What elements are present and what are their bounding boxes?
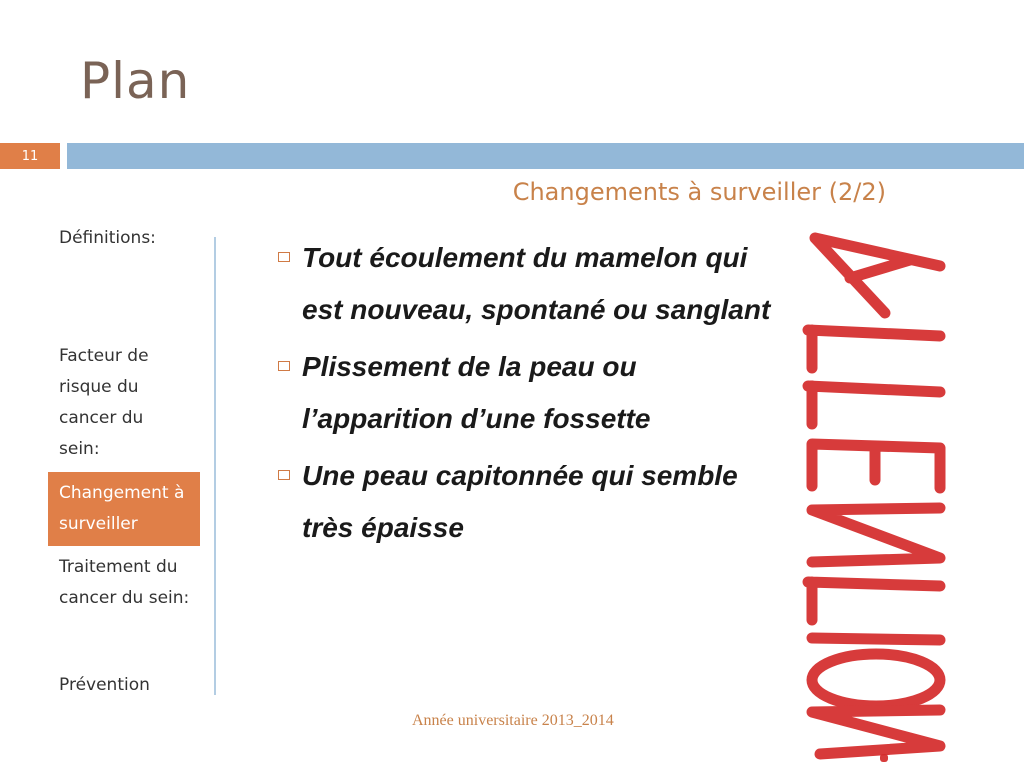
square-bullet-icon: [278, 252, 290, 262]
sidebar-item-risk-factors[interactable]: [48, 341, 188, 465]
slide-title: Plan: [80, 52, 191, 110]
sidebar-item-label: Traitement du cancer du sein:: [59, 557, 190, 608]
square-bullet-icon: [278, 470, 290, 480]
square-bullet-icon: [278, 361, 290, 371]
sidebar-item-label: Changement à surveiller: [59, 483, 185, 534]
sidebar-item-label: Facteur de risque du cancer du sein:: [59, 346, 149, 459]
title-bar: [67, 143, 1024, 169]
sidebar-item-treatment[interactable]: [48, 552, 200, 614]
footer-text: Année universitaire 2013_2014: [412, 712, 614, 729]
bullet-text: Tout écoulement du mamelon qui est nouveau, spontané ou sanglant: [302, 242, 771, 325]
slide-subtitle: Changements à surveiller (2/2): [512, 178, 886, 206]
sidebar-item-prevention[interactable]: [48, 670, 200, 701]
sidebar-item-changes-to-monitor[interactable]: [48, 472, 200, 546]
bullet-text: Plissement de la peau ou l’apparition d’une fossette: [302, 351, 651, 434]
bullet-text: Une peau capitonnée qui semble très épaisse: [302, 460, 738, 543]
list-item: [278, 341, 788, 445]
bullet-list: [278, 232, 788, 559]
sidebar-item-label: Définitions:: [59, 228, 156, 248]
list-item: [278, 450, 788, 554]
sidebar-item-definitions[interactable]: [48, 223, 200, 254]
attention-handwritten-icon: [790, 218, 960, 766]
list-item: [278, 232, 788, 336]
sidebar-divider: [214, 237, 216, 695]
sidebar-item-label: Prévention: [59, 675, 150, 695]
page-number-badge: 11: [0, 143, 60, 169]
